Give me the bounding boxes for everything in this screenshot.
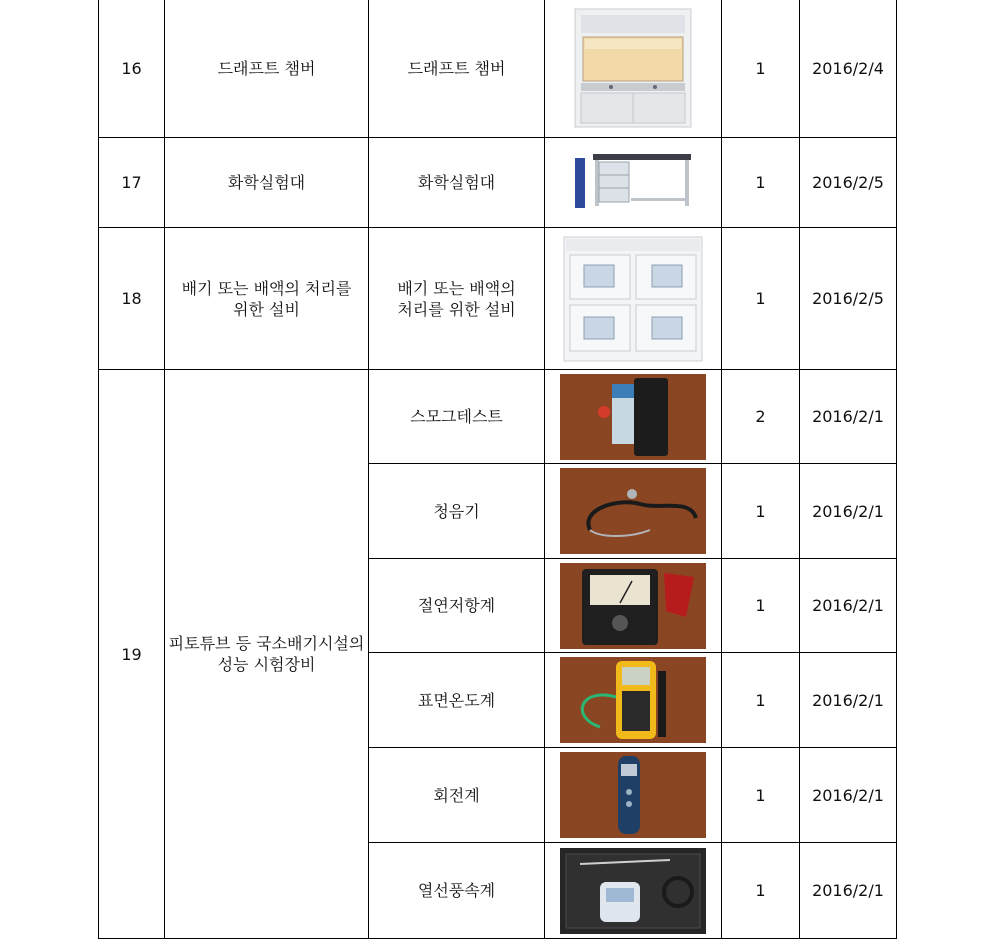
equipment-item bbox=[369, 228, 545, 370]
surface-thermometer-photo bbox=[560, 657, 706, 743]
quantity: 1 bbox=[722, 653, 800, 748]
name-line: 성능 시험장비 bbox=[217, 655, 316, 674]
equipment-item: 열선풍속계 bbox=[369, 843, 545, 939]
storage-cabinet-photo bbox=[558, 233, 708, 365]
quantity: 1 bbox=[722, 0, 800, 138]
acquisition-date: 2016/2/1 bbox=[800, 559, 897, 653]
quantity: 1 bbox=[722, 464, 800, 559]
item-line: 배기 또는 배액의 bbox=[397, 278, 516, 298]
name-line: 피토튜브 등 국소배기시설의 bbox=[168, 634, 365, 653]
equipment-photo-cell bbox=[545, 464, 722, 559]
table-row bbox=[99, 138, 897, 228]
equipment-item: 청음기 bbox=[369, 464, 545, 559]
quantity: 1 bbox=[722, 843, 800, 939]
acquisition-date: 2016/2/1 bbox=[800, 370, 897, 464]
equipment-item: 화학실험대 bbox=[369, 138, 545, 228]
quantity: 1 bbox=[722, 138, 800, 228]
acquisition-date: 2016/2/5 bbox=[800, 138, 897, 228]
acquisition-date: 2016/2/4 bbox=[800, 0, 897, 138]
acquisition-date: 2016/2/1 bbox=[800, 464, 897, 559]
equipment-photo-cell bbox=[545, 138, 722, 228]
equipment-photo-cell bbox=[545, 653, 722, 748]
acquisition-date: 2016/2/1 bbox=[800, 748, 897, 843]
name-line: 배기 또는 배액의 처리를 bbox=[181, 278, 352, 298]
quantity: 2 bbox=[722, 370, 800, 464]
equipment-item: 회전계 bbox=[369, 748, 545, 843]
fume-hood-photo bbox=[571, 7, 695, 129]
stethoscope-photo bbox=[560, 468, 706, 554]
item-line: 처리를 위한 설비 bbox=[397, 299, 516, 319]
acquisition-date: 2016/2/5 bbox=[800, 228, 897, 370]
equipment-photo-cell bbox=[545, 748, 722, 843]
table-row bbox=[99, 370, 897, 464]
equipment-name: 화학실험대 bbox=[165, 138, 369, 228]
lab-bench-photo bbox=[571, 148, 695, 218]
equipment-item: 드래프트 챔버 bbox=[369, 0, 545, 138]
tachometer-photo bbox=[560, 752, 706, 838]
equipment-table bbox=[98, 0, 897, 939]
acquisition-date: 2016/2/1 bbox=[800, 843, 897, 939]
table-row bbox=[99, 0, 897, 138]
row-number: 17 bbox=[99, 138, 165, 228]
insulation-tester-photo bbox=[560, 563, 706, 649]
quantity: 1 bbox=[722, 228, 800, 370]
row-number: 18 bbox=[99, 228, 165, 370]
smoke-tester-photo bbox=[560, 374, 706, 460]
equipment-photo-cell bbox=[545, 843, 722, 939]
equipment-photo-cell bbox=[545, 228, 722, 370]
acquisition-date: 2016/2/1 bbox=[800, 653, 897, 748]
equipment-item: 스모그테스트 bbox=[369, 370, 545, 464]
equipment-photo-cell bbox=[545, 0, 722, 138]
quantity: 1 bbox=[722, 748, 800, 843]
quantity: 1 bbox=[722, 559, 800, 653]
equipment-item: 표면온도계 bbox=[369, 653, 545, 748]
hot-wire-anemometer-photo bbox=[560, 848, 706, 934]
row-number: 19 bbox=[99, 370, 165, 939]
row-number: 16 bbox=[99, 0, 165, 138]
equipment-name: 드래프트 챔버 bbox=[165, 0, 369, 138]
equipment-name bbox=[165, 228, 369, 370]
equipment-item: 절연저항계 bbox=[369, 559, 545, 653]
equipment-photo-cell bbox=[545, 559, 722, 653]
equipment-photo-cell bbox=[545, 370, 722, 464]
name-line: 위한 설비 bbox=[233, 299, 300, 319]
equipment-name bbox=[165, 370, 369, 939]
table-row bbox=[99, 228, 897, 370]
